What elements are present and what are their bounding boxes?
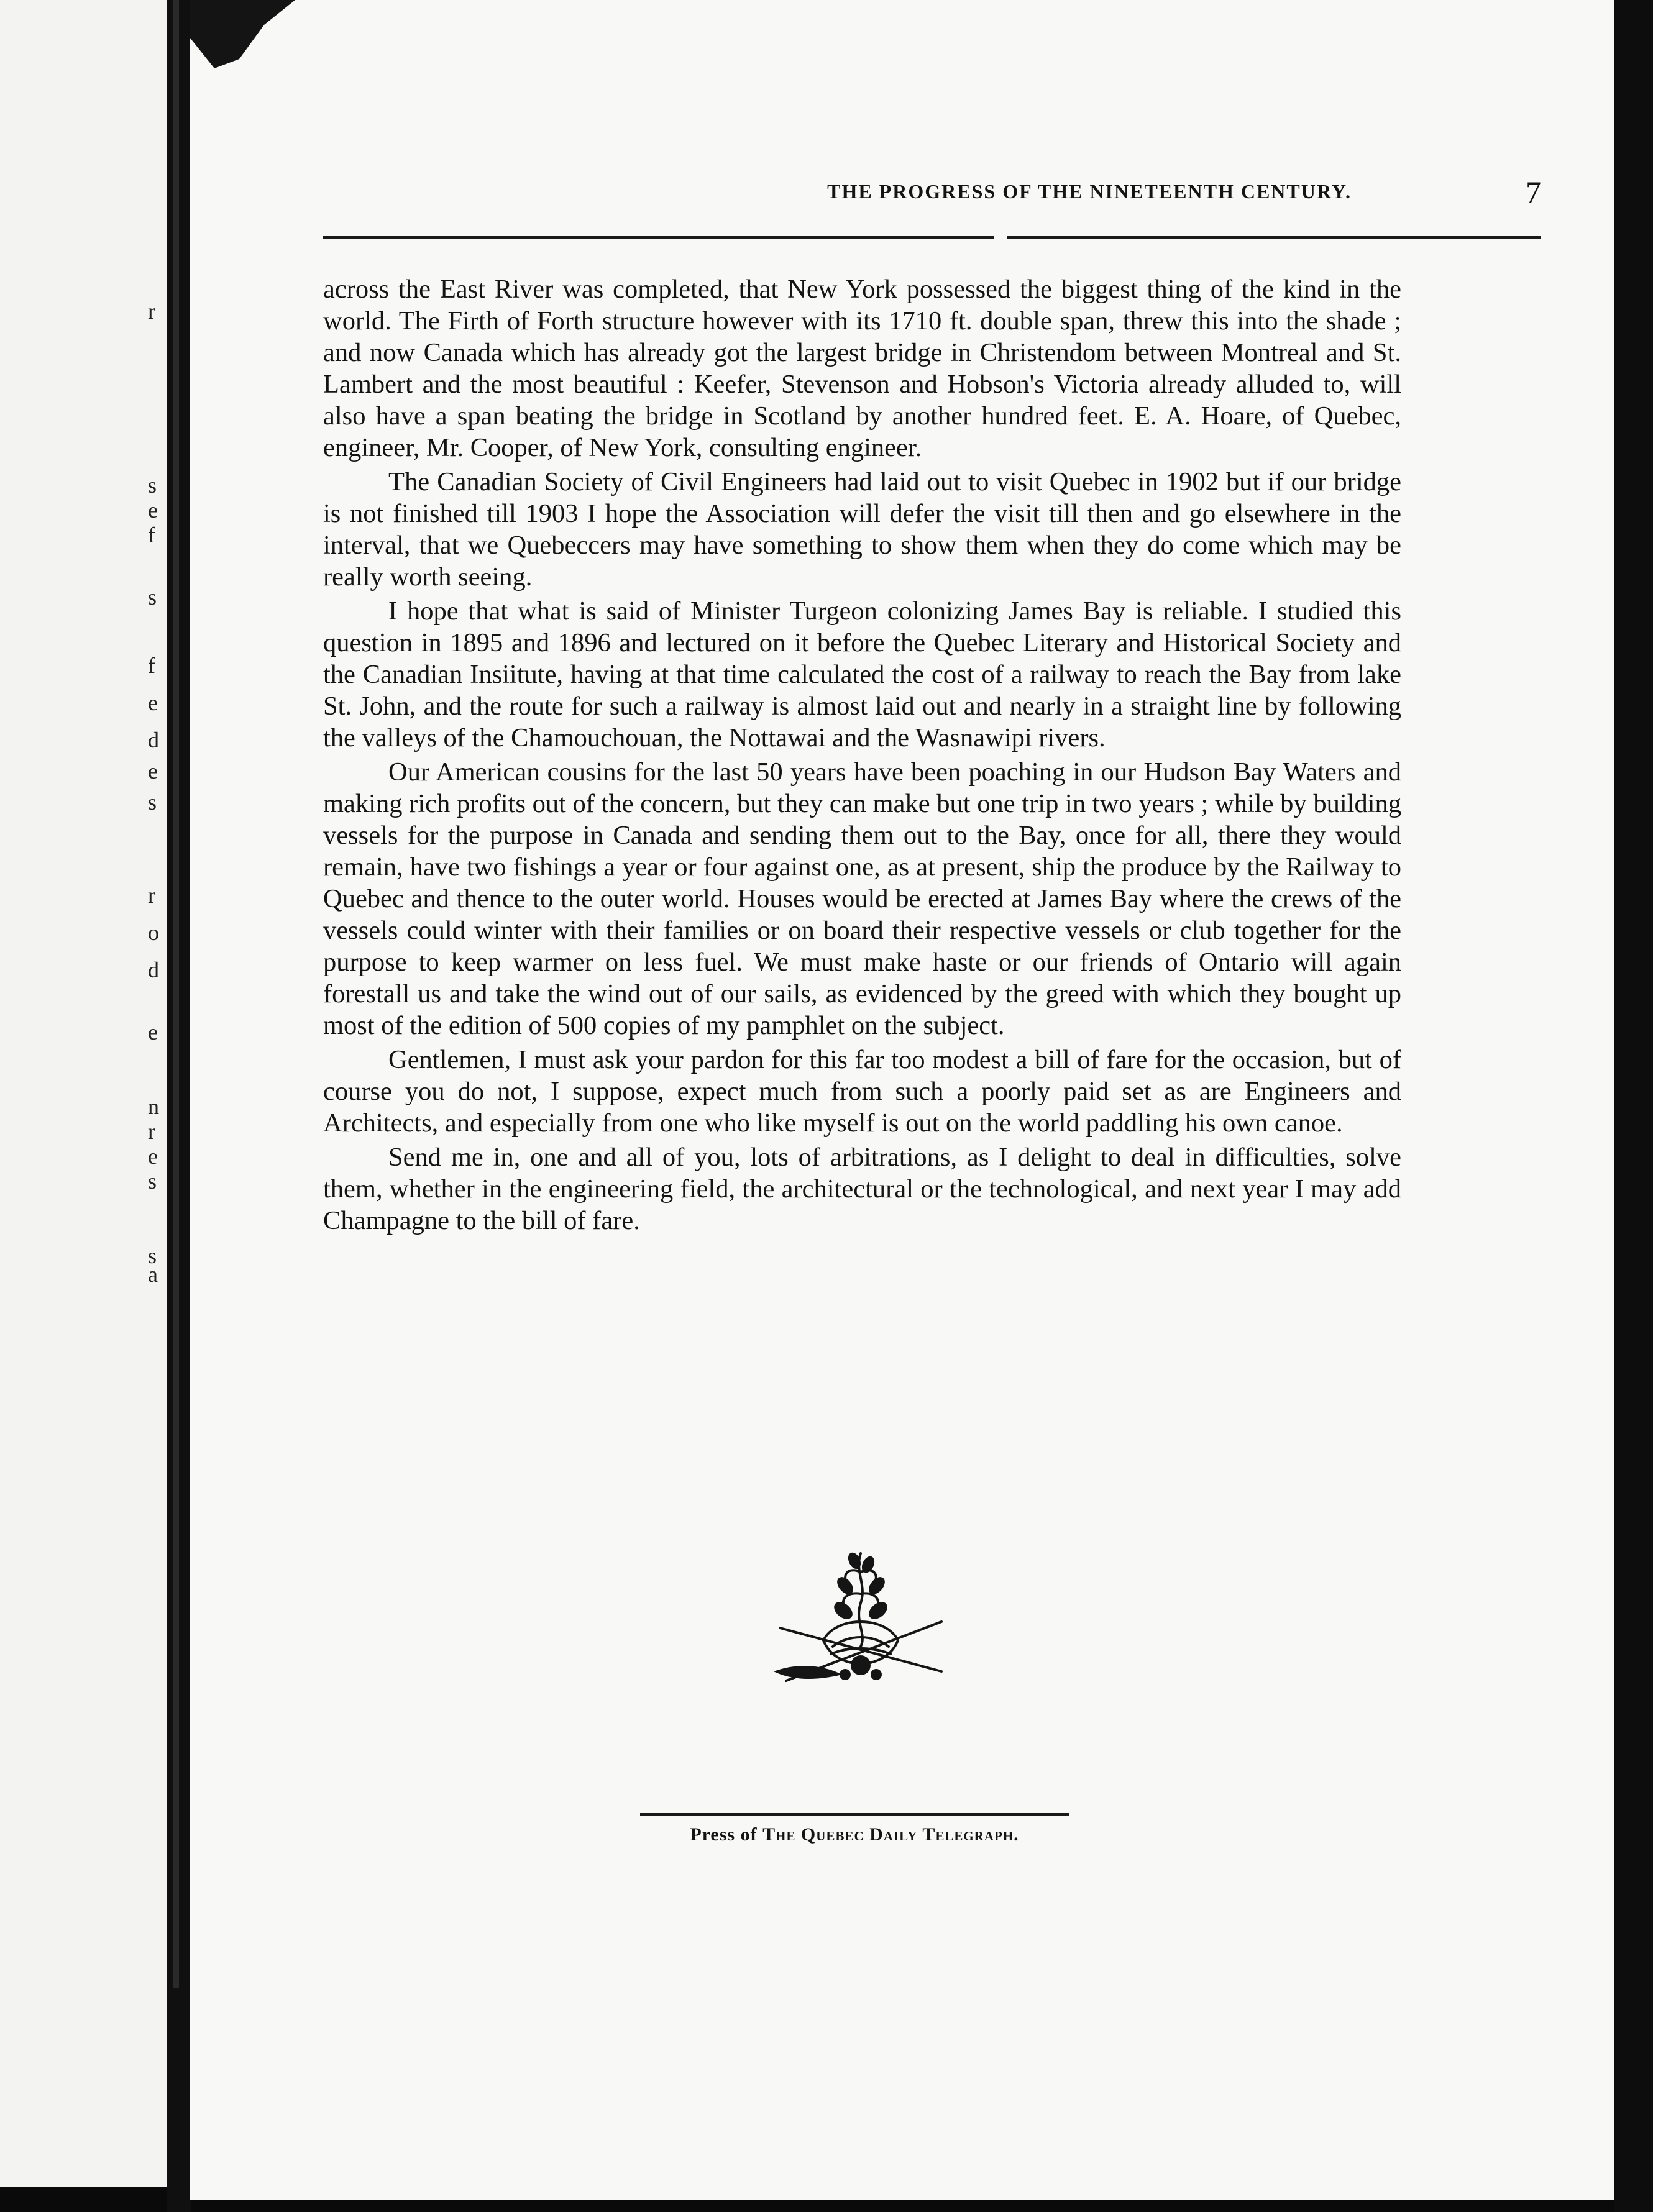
paragraph: Gentlemen, I must ask your pardon for this far too modest a bill of fare for the occasion, but of course you do not, I suppose, expect much from such a poorly paid set as are Engineers and Architects, and especially from one who like myself is out on the world paddling his own canoe. [323,1045,1401,1138]
paragraph: Our American cousins for the last 50 years have been poaching in our Hudson Bay Waters and making rich profits out of the concern, but they can make but one trip in two years ; while by building vessels for the purpose in Canada and sending them out to the Bay, once for all, there they would remain, have two fishings a year or four against one, as at present, ship the produce by the Railway to Quebec and thence to the outer world. Houses would be erected at James Bay where the crews of the vessels could winter with their families or on board their respective vessels or club together for the purpose to keep warmer on less fuel. We must make haste or our friends of Ontario will again forestall us and take the wind out of our sails, as evidenced by the greed with which they bought up most of the edition of 500 copies of my pamphlet on the subject. [323,757,1401,1040]
body-text [323,273,1401,1236]
adjacent-page-fragment: r [148,1119,155,1144]
adjacent-page-fragment: e [148,1144,158,1169]
imprint-rule [640,1813,1069,1816]
adjacent-page-fragment: o [148,920,159,945]
adjacent-page-fragment: s [148,1169,157,1194]
adjacent-page-fragment: e [148,498,158,523]
imprint-name: The Quebec Daily Telegraph. [762,1824,1019,1845]
adjacent-page-fragment: e [148,759,158,784]
paragraph: Send me in, one and all of you, lots of arbitrations, as I delight to deal in difficulties, solve them, whether in the engineering field, the architectural or the technological, and next year I may add Champagne to the bill of fare. [323,1143,1401,1235]
adjacent-page-fragment: e [148,1020,158,1044]
paragraph: across the East River was completed, that New York possessed the biggest thing of the kind in the world. The Firth of Forth structure however with its 1710 ft. double span, threw this into the shade ; and now Canada which has already got the largest bridge in Christendom between Montreal and St. Lambert and the most beautiful : Keefer, Stevenson and Hobson's Victoria already alluded to, will also have a span beating the bridge in Scotland by another hundred feet. E. A. Hoare, of Quebec, engineer, Mr. Cooper, of New York, consulting engineer. [323,275,1401,462]
decorative-vignette [761,1547,960,1702]
paragraph: I hope that what is said of Minister Turgeon colonizing James Bay is reliable. I studied this question in 1895 and 1896 and lectured on it before the Quebec Literary and Historical Society and the Canadian Insiitute, having at that time calculated the cost of a railway to reach the Bay from lake St. John, and the route for such a railway is almost laid out and nearly in a straight line by following the valleys of the Chamouchouan, the Nottawai and the Wasnawipi rivers. [323,596,1401,752]
binding-edge [173,0,179,1988]
torn-corner [190,0,295,68]
adjacent-page-fragment: n [148,1094,159,1119]
adjacent-page-fragment: a [148,1262,158,1287]
adjacent-page-fragment: r [148,883,155,908]
adjacent-page-fragment: s [148,790,157,815]
paragraph: The Canadian Society of Civil Engineers had laid out to visit Quebec in 1902 but if our bridge is not finished till 1903 I hope the Association will defer the visit till then and go elsewhere in the interval, that we Quebeccers may have something to show them when they do come which may be really worth seeing. [323,467,1401,592]
adjacent-page-fragment: s [148,473,157,498]
adjacent-page-fragment: s [148,585,157,610]
adjacent-page-fragment: e [148,690,158,715]
running-title: THE PROGRESS OF THE NINETEENTH CENTURY. [827,180,1352,203]
printer-imprint [640,1824,1069,1845]
adjacent-page-fragment: d [148,957,159,982]
page-header [323,175,1541,217]
adjacent-page-fragment: f [148,653,155,678]
page-number: 7 [1526,175,1541,209]
adjacent-page-fragment: s [148,1243,157,1268]
adjacent-page-sliver [0,0,167,2187]
adjacent-page-fragment: d [148,728,159,752]
header-rule [323,236,1541,240]
document-page [190,0,1619,2200]
imprint-prefix: Press of [690,1824,763,1845]
adjacent-page-fragment: f [148,523,155,547]
adjacent-page-fragment: r [148,299,155,324]
scan-edge [1614,0,1653,2212]
page-fold-shadow [167,0,191,2212]
